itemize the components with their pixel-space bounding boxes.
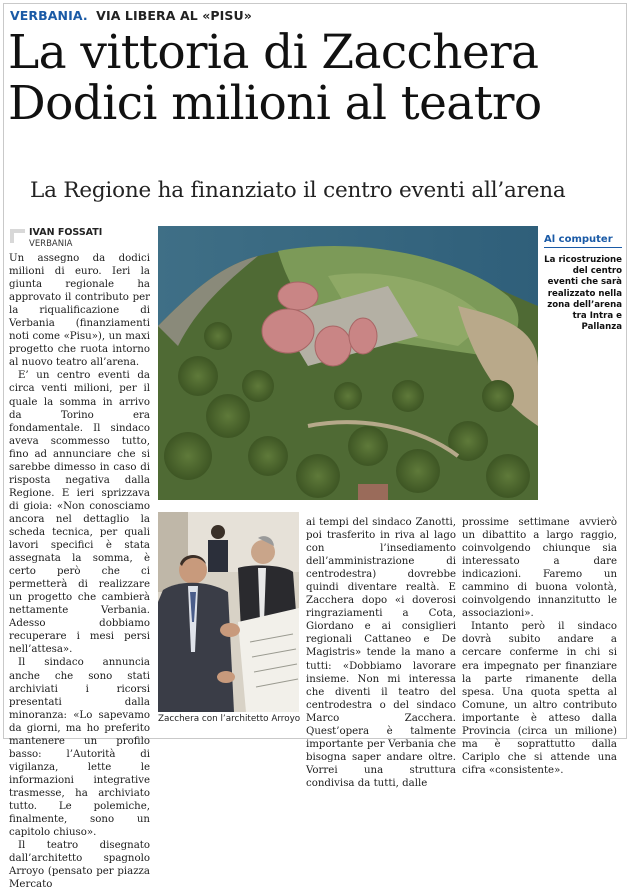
deck: La Regione ha finanziato il centro eventi all’arena [30,178,566,203]
people-photo-caption: Zacchera con l’architetto Arroyo [158,714,301,724]
kicker-subtitle: VIA LIBERA AL «PISU» [96,8,252,23]
byline-dateline: VERBANIA [29,239,73,249]
paragraph: Il teatro disegnato dall’architetto spagnolo Arroyo (pensato per piazza Mercato [9,840,150,891]
sidebar-box-title: Al computer [544,234,622,248]
paragraph: E’ un centro eventi da circa venti milioni, per il quale la somma in arrivo da Torino era fondamentale. Il sindaco aveva scommesso tutto, fino ad annunciare che si sarebbe dimesso in caso di risposta negativa dalla Regione. E ieri sprizzava di gioia: «Non conosciamo ancora nel dettaglio la scheda tecnica, per quali lavori specifici è stata assegnata la somma, è certo però che ci permetterà di realizzare un progetto che cambierà nettamente Verbania. Adesso dobbiamo recuperare i mesi persi nell’attesa». [9,370,150,656]
headline-line-1: La vittoria di Zacchera [8,25,539,80]
aerial-rendering-image [158,226,538,500]
byline-author: IVAN FOSSATI [29,227,103,238]
people-photo-image [158,512,299,712]
paragraph: Il sindaco annuncia anche che sono stati archiviati i ricorsi presentati dalla minoranza: «Lo sapevamo da giorni, ma ho preferito mantenere un profilo basso: l’Autorità di vigilanza, lette le informazioni integrative trasmesse, ha archiviato tutto. Le polemiche, finalmente, sono un capitolo chiuso». [9,657,150,839]
people-photo [158,512,299,712]
sidebar-box-text: La ricostruzione del centro eventi che sarà realizzato nella zona dell’arena tra Intra e Pallanza [544,255,622,333]
kicker-place: VERBANIA. [10,8,88,23]
paragraph: ai tempi del sindaco Zanotti, poi trasferito in riva al lago con l’insediamento dell’amministrazione di centrodestra) dovrebbe quindi diventare realtà. E Zacchera dopo «i doverosi ringraziamenti a Cota, Giordano e ai consiglieri regionali Cattaneo e De Magistris» tende la mano a tutti: «Dobbiamo lavorare insieme. Non mi interessa che diventi il teatro del centrodestra o del sindaco Marco Zacchera. Quest’opera è talmente importante per Verbania che bisogna saper andare oltre. Vorrei una struttura condivisa da tutti, dalle [306,517,456,789]
article-column-1 [9,252,150,891]
kicker [10,8,252,23]
headline [8,27,628,129]
article-column-3 [462,516,617,776]
byline-mark [10,229,25,243]
paragraph: prossime settimane avvierò un dibattito a largo raggio, coinvolgendo chiunque sia interessato a dare indicazioni. Faremo un cammino di buona volontà, coinvolgendo innanzitutto le associazioni». [462,517,617,620]
paragraph: Intanto però il sindaco dovrà subito andare a cercare conferme in chi si era impegnato per finanziare la parte rimanente della spesa. Una quota spetta al Comune, un altro contributo importante è atteso dalla Provincia (circa un milione) ma è soprattutto dalla Cariplo che si attende una cifra «consistente». [462,621,617,776]
rendering-photo [158,226,538,500]
headline-line-2: Dodici milioni al teatro [8,76,542,131]
paragraph: Un assegno da dodici milioni di euro. Ieri la giunta regionale ha approvato il contributo per la riqualificazione di Verbania (finanziamenti noti come «Pisu»), un maxi progetto che ruota intorno al nuovo teatro all’arena. [9,253,150,369]
article-column-2 [306,516,456,789]
